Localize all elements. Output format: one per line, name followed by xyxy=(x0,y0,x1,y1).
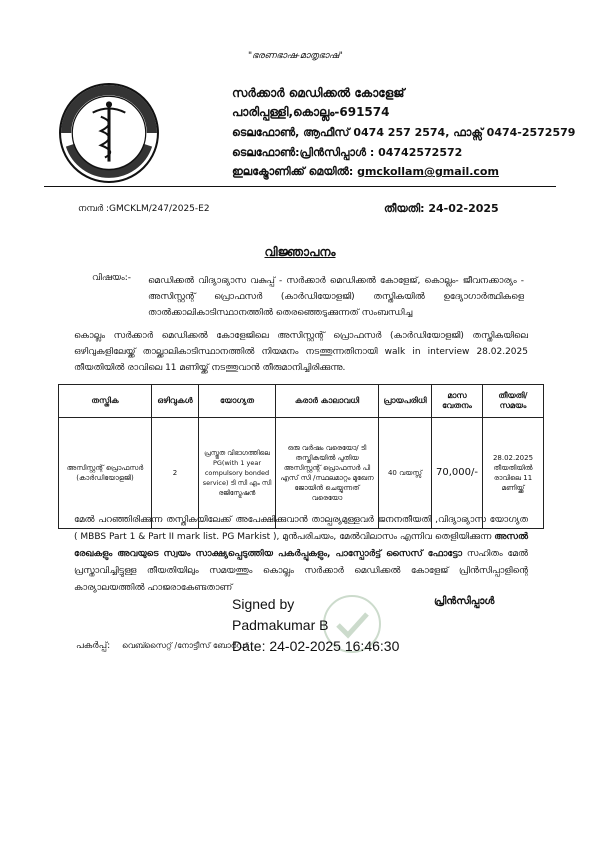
signature-date: Date: 24-02-2025 16:46:30 xyxy=(232,638,400,654)
instructions-paragraph xyxy=(74,512,528,597)
signer-name: Padmakumar B xyxy=(232,617,329,633)
col-age-limit: പ്രായപരിധി xyxy=(379,385,432,418)
cell-contract: ഒരു വർഷം വരെയോ/ ടി തസ്തികയിൽ പുതിയ അസിസ്റ്റന്റ് പ്രൊഫസർ പി എസ് സി /സ്ഥലമാറ്റം മുഖേന ജോയിൻ ചെയ്യുന്നത് വരെയോ xyxy=(276,418,379,529)
vacancy-table xyxy=(58,384,544,529)
subject-text: മെഡിക്കൽ വിദ്യാഭ്യാസ വകുപ്പ് - സർക്കാർ മെഡിക്കൽ കോളേജ്, കൊല്ലം- ജീവനക്കാര്യം - അസിസ്റ്റന്റ് പ്രൊഫസർ (കാർഡിയോളജി) തസ്തികയിൽ ഉദ്യോഗാർത്ഥികളെ താൽക്കാലികാടിസ്ഥാനത്തിൽ തെരഞ്ഞെടുക്കുന്നത് സംബന്ധിച്ച xyxy=(148,276,524,318)
document-date: തീയതി: 24-02-2025 xyxy=(384,202,499,215)
digital-signature-block xyxy=(232,594,399,657)
col-date-time: തീയതി/സമയം xyxy=(483,385,544,418)
col-vacancies: ഒഴിവുകൾ xyxy=(152,385,199,418)
signed-by-label: Signed by xyxy=(232,596,295,612)
reference-number: നമ്പർ :GMCKLM/247/2025-E2 xyxy=(78,204,210,214)
cell-qualification: പ്രസ്തുത വിഭാഗത്തിലെ PG(with 1 year compulsory bonded service) ടി സി എം സി രജിസ്ട്രേഷൻ xyxy=(199,418,276,529)
copy-label: പകർപ്പ്: xyxy=(76,641,111,651)
col-qualification: യോഗ്യത xyxy=(199,385,276,418)
table-header-row xyxy=(59,385,544,418)
institution-address: പാരിപ്പള്ളി,കൊല്ലം-691574 xyxy=(232,105,390,119)
email-label: ഇലക്ട്രോണിക്ക് മെയിൽ: xyxy=(232,165,354,178)
notification-title: വിജ്ഞാപനം xyxy=(264,245,336,259)
header-divider xyxy=(44,186,556,187)
email-line xyxy=(232,165,499,179)
subject-label: വിഷയം:- xyxy=(92,273,131,283)
office-phone: ടെലഫോൺ, ആഫീസ് 0474 257 2574, ഫാക്സ് 0474-2572579 xyxy=(232,126,576,139)
instructions-bold: അസൽ രേഖകളും അവയുടെ സ്വയം സാക്ഷ്യപ്പെടുത്തിയ പകർപ്പുകളും, പാസ്പോർട്ട് സൈസ് ഫോട്ടോ xyxy=(74,532,528,559)
email-link[interactable]: gmckollam@gmail.com xyxy=(357,165,499,178)
cell-post: അസിസ്റ്റന്റ് പ്രൊഫസർ (കാർഡിയോളജി) xyxy=(59,418,152,529)
col-contract: കരാർ കാലാവധി xyxy=(276,385,379,418)
col-post: തസ്തിക xyxy=(59,385,152,418)
intro-paragraph: കൊല്ലം സർക്കാർ മെഡിക്കൽ കോളേജിലെ അസിസ്റ്റന്റ് പ്രൊഫസർ (കാർഡിയോളജി) തസ്തികയിലെ ഒഴിവുകളിലേയ്ക്ക് താല്ക്കാലികാടിസ്ഥാനത്തിൽ നിയമനം നടത്തുന്നതിനായി walk in interview 28.02.2025 തീയതിയിൽ രാവിലെ 11 മണിയ്ക്ക് നടത്തുവാൻ തീരുമാനിച്ചിരിക്കുന്നു. xyxy=(74,331,528,373)
institution-name: സർക്കാർ മെഡിക്കൽ കോളേജ് xyxy=(232,86,405,100)
instructions-part1: മേൽ പറഞ്ഞിരിക്കുന്ന തസ്തികയിലേക്ക് അപേക്ഷിക്കുവാൻ താല്പര്യമുള്ളവർ ജനനതീയതി ,വിദ്യാഭ്യാസ യോഗ്യത ( MBBS Part 1 & Part II mark list. PG Markist ), മുൻപരിചയം, മേൽവിലാസം എന്നിവ തെളിയിക്കുന്ന xyxy=(74,515,528,542)
cell-vacancies: 2 xyxy=(152,418,199,529)
cell-date-time: 28.02.2025 തീയതിയിൽ രാവിലെ 11 മണിയ്ക്ക് xyxy=(483,418,544,529)
cell-salary: 70,000/- xyxy=(432,418,483,529)
copy-recipients: വെബ്സൈറ്റ് /നോട്ടീസ് ബോർഡ് xyxy=(122,641,248,650)
principal-label: പ്രിൻസിപ്പാൾ xyxy=(434,596,495,607)
college-emblem xyxy=(58,82,160,184)
col-salary: മാസ വേതനം xyxy=(432,385,483,418)
cell-age-limit: 40 വയസ്സ് xyxy=(379,418,432,529)
motto: "ഭരണഭാഷ-മാതൃഭാഷ" xyxy=(248,51,343,61)
instructions-part2: സഹിതം മേൽ പ്രസ്താവിച്ചിട്ടുള്ള തീയതിയിലും സമയത്തും കൊല്ലം സർക്കാർ മെഡിക്കൽ കോളേജ് പ്രിൻസിപ്പാളിന്റെ കാര്യാലയത്തിൽ ഹാജരാകേണ്ടതാണ് xyxy=(74,549,528,593)
principal-phone: ടെലഫോൺ:പ്രിൻസിപ്പാൾ : 04742572572 xyxy=(232,146,463,159)
